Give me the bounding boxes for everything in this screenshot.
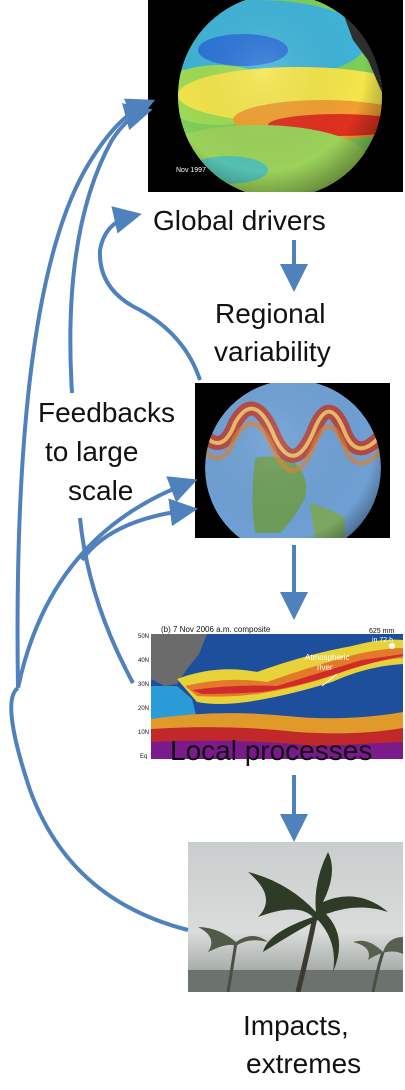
arrow-regional-feedback-to-global [100, 216, 200, 380]
ar-annotation-line2: river [317, 663, 333, 672]
ar-lat-tick: 30N [138, 682, 150, 688]
local-processes-label: Local processes [170, 735, 373, 766]
ar-amount-line2: in 72 h [372, 637, 394, 644]
regional-variability-label-line1: Regional [215, 298, 326, 329]
ar-lat-tick: 20N [138, 706, 150, 712]
ar-annotation-line1: Atmospheric [305, 653, 350, 662]
ar-header: (b) 7 Nov 2006 a.m. composite [161, 625, 271, 634]
feedbacks-label-line3: scale [68, 475, 134, 506]
feedbacks-label-line2: to large [45, 436, 139, 467]
feedbacks-label-line1: Feedbacks [38, 397, 175, 428]
ar-lat-tick: 40N [138, 658, 150, 664]
globe-date-label: Nov 1997 [176, 167, 206, 174]
ar-lat-tick: 50N [138, 634, 150, 640]
arrow-feedbacks-label-to-local [80, 518, 133, 683]
ar-amount-line1: 625 mm [369, 628, 395, 635]
arrow-feedbacks-label-to-global [70, 112, 143, 393]
ar-lat-tick: Eq [140, 754, 148, 759]
ar-lat-tick: 10N [138, 730, 150, 736]
impacts-label-line2: extremes [246, 1048, 362, 1079]
global-drivers-label: Global drivers [153, 205, 326, 236]
regional-variability-label-line2: variability [214, 336, 331, 367]
arrow-impacts-to-global [11, 688, 188, 930]
impacts-label-line1: Impacts, [243, 1010, 349, 1041]
